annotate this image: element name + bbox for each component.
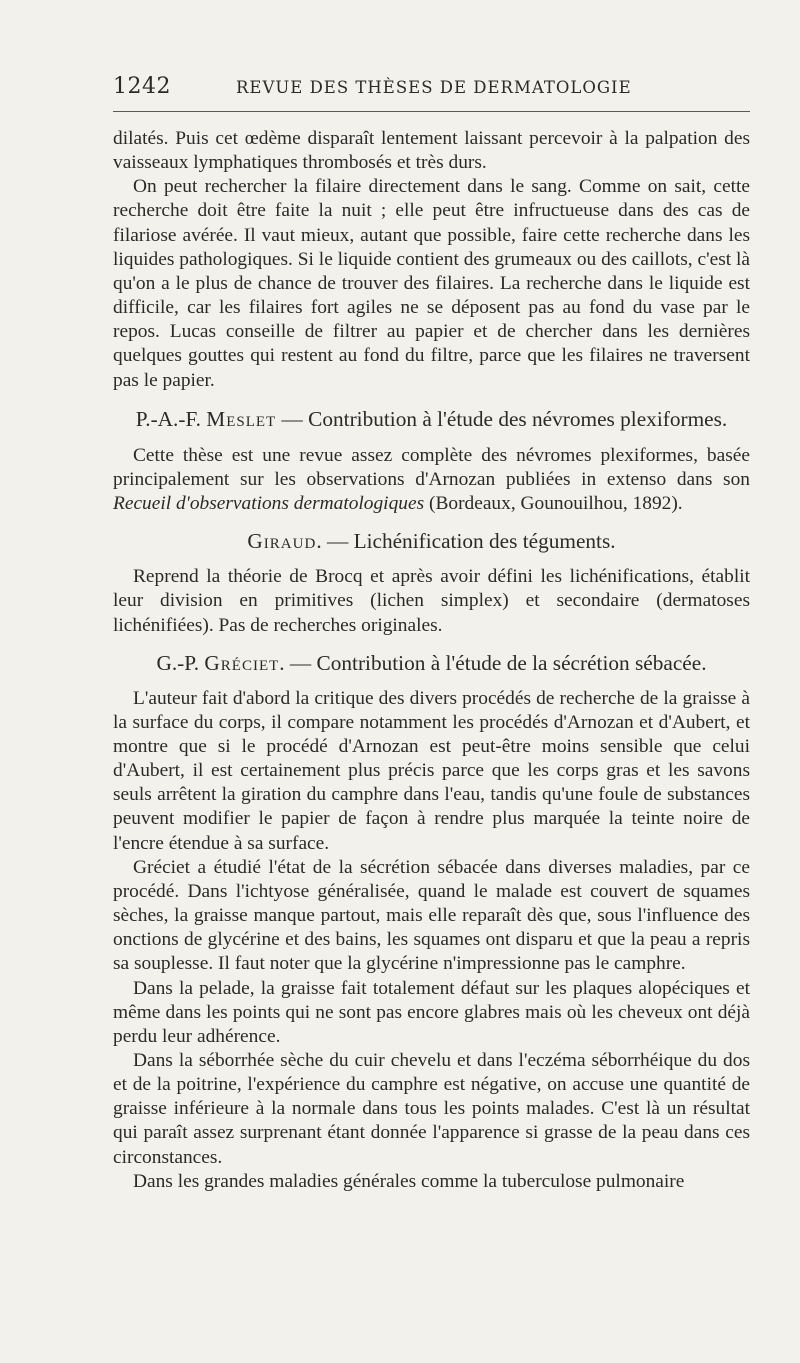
page-number: 1242 <box>113 74 171 99</box>
section-heading-greciet <box>113 651 750 675</box>
page-header <box>113 74 753 104</box>
thesis-title: . — Contribution à l'étude de la sécrétion sébacée. <box>279 650 707 675</box>
paragraph-greciet-seborrhee: Dans la séborrhée sèche du cuir chevelu et dans l'eczéma séborrhéique du dos et de la poitrine, l'expérience du camphre est négative, on accuse une quantité de graisse inférieure à la normale dans tous les points malades. C'est là un résultat qui paraît assez surprenant étant donnée l'apparence si grasse de la peau dans ces circonstances. <box>113 1050 750 1168</box>
thesis-title: — Contribution à l'étude des névromes plexiformes. <box>281 406 728 431</box>
header-rule <box>113 111 750 112</box>
paragraph-greciet-method: L'auteur fait d'abord la critique des divers procédés de recherche de la graisse à la surface du corps, il compare notamment les procédés d'Arnozan et d'Aubert, et montre que si le procédé d'Arnozan est peut-être moins sensible que celui d'Aubert, il est certainement plus précis parce que les corps gras et les savons seuls arrêtent la giration du camphre dans l'eau, tandis qu'une foule de substances peuvent modifier le papier de façon à rendre plus marquée la teinte noire de l'encre étendue à sa surface. <box>113 687 750 854</box>
section-heading-meslet <box>113 407 750 431</box>
paragraph-continued: dilatés. Puis cet œdème disparaît lentement laissant percevoir à la palpation des vaisseaux lymphatiques thrombosés et très durs. <box>113 128 750 174</box>
body-text <box>113 127 750 1194</box>
paragraph-meslet-review <box>113 444 750 516</box>
section-heading-giraud <box>113 529 750 553</box>
author-name: Gréciet <box>204 650 280 675</box>
paragraph-filaire-search: On peut rechercher la filaire directement dans le sang. Comme on sait, cette recherche doit être faite la nuit ; elle peut être infructueuse dans des cas de filariose avérée. Il vaut mieux, autant que possible, faire cette recherche dans les liquides pathologiques. Si le liquide contient des grumeaux ou des caillots, c'est là qu'on a le plus de chance de trouver des filaires. La recherche dans le liquide est difficile, car les filaires fort agiles ne se déposent pas au fond du vase par le repos. Lucas conseille de filtrer au papier et de chercher dans les dernières quelques gouttes qui restent au fond du filtre, parce que les filaires ne traversent pas le papier. <box>113 176 750 391</box>
paragraph-greciet-pelade: Dans la pelade, la graisse fait totalement défaut sur les plaques alopéciques et même dans les points qui ne sont pas encore glabres mais où les cheveux ont déjà perdu leur adhérence. <box>113 977 750 1047</box>
paragraph-greciet-maladies: Dans les grandes maladies générales comme la tuberculose pulmonaire <box>133 1170 685 1192</box>
paragraph-giraud-review: Reprend la théorie de Brocq et après avoir défini les lichénifications, établit leur division en primitives (lichen simplex) et secondaire (dermatoses lichénifiées). Pas de recherches originales. <box>113 566 750 636</box>
running-title: REVUE DES THÈSES DE DERMATOLOGIE <box>236 78 632 97</box>
author-initials: G.-P. <box>156 650 200 675</box>
publication-info: (Bordeaux, Gounouilhou, 1892). <box>428 493 683 515</box>
paragraph-greciet-ichtyose: Gréciet a étudié l'état de la sécrétion sébacée dans diverses maladies, par ce procédé. Dans l'ichtyose généralisée, quand le malade est couvert de squames sèches, la graisse manque partout, mais elle reparaît dès que, sous l'influence des onctions de glycérine et des bains, les squames ont disparu et que la peau a repris sa souplesse. Il faut noter que la glycérine n'impressionne pas le camphre. <box>113 856 750 975</box>
author-name: Giraud <box>247 529 317 554</box>
author-initials: P.-A.-F. <box>135 406 201 431</box>
author-name: Meslet <box>206 406 277 431</box>
thesis-title: . — Lichénification des téguments. <box>316 529 616 554</box>
book-title: Recueil d'observations dermatologiques <box>113 493 425 515</box>
review-text: Cette thèse est une revue assez complète des névromes plexiformes, basée principalement sur les observations d'Arnozan publiées in extenso dans son <box>113 444 750 490</box>
